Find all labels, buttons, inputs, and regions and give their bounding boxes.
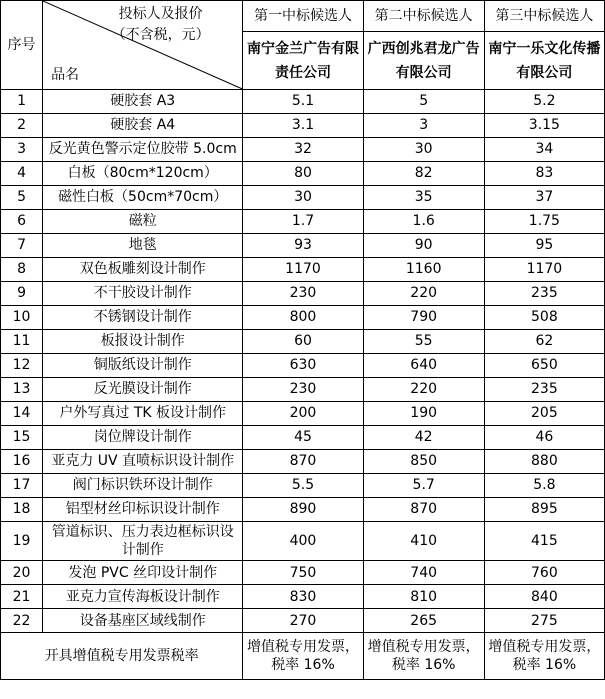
- serial-column-header: 序号: [1, 1, 43, 90]
- row-price: 42: [363, 426, 484, 450]
- table-row: [1, 234, 605, 258]
- row-price: 3: [363, 114, 484, 138]
- header-row-candidates: [1, 1, 605, 32]
- row-price: 410: [363, 522, 484, 561]
- table-row: [1, 426, 605, 450]
- row-price: 640: [363, 354, 484, 378]
- row-no: 6: [1, 210, 43, 234]
- row-price: 750: [243, 561, 363, 585]
- row-price: 230: [243, 378, 363, 402]
- row-price: 95: [484, 234, 604, 258]
- row-no: 8: [1, 258, 43, 282]
- row-no: 19: [1, 522, 43, 561]
- row-price: 5.2: [484, 90, 604, 114]
- row-no: 2: [1, 114, 43, 138]
- table-row: [1, 474, 605, 498]
- row-price: 3.15: [484, 114, 604, 138]
- row-price: 5.8: [484, 474, 604, 498]
- row-price: 90: [363, 234, 484, 258]
- table-row: [1, 330, 605, 354]
- row-no: 11: [1, 330, 43, 354]
- table-row: [1, 258, 605, 282]
- row-name: 反光膜设计制作: [43, 378, 243, 402]
- table-row: [1, 609, 605, 633]
- row-no: 1: [1, 90, 43, 114]
- row-price: 830: [243, 585, 363, 609]
- row-price: 83: [484, 162, 604, 186]
- row-price: 1.75: [484, 210, 604, 234]
- table-row: [1, 90, 605, 114]
- row-price: 46: [484, 426, 604, 450]
- table-row: [1, 210, 605, 234]
- table-row: [1, 498, 605, 522]
- row-price: 220: [363, 378, 484, 402]
- row-price: 5: [363, 90, 484, 114]
- row-name: 硬胶套 A3: [43, 90, 243, 114]
- row-name: 亚克力 UV 直喷标识设计制作: [43, 450, 243, 474]
- invoice-rate-value-3: 增值税专用发票，税率 16%: [484, 633, 604, 680]
- row-no: 7: [1, 234, 43, 258]
- row-price: 235: [484, 282, 604, 306]
- row-price: 34: [484, 138, 604, 162]
- product-name-label: 品名: [51, 66, 80, 83]
- row-name: 磁粒: [43, 210, 243, 234]
- row-price: 5.1: [243, 90, 363, 114]
- row-no: 17: [1, 474, 43, 498]
- row-price: 30: [363, 138, 484, 162]
- company-name-header-2: 广西创兆君龙广告有限公司: [363, 32, 484, 90]
- row-no: 13: [1, 378, 43, 402]
- company-name-header-1: 南宁金兰广告有限责任公司: [243, 32, 363, 90]
- row-no: 3: [1, 138, 43, 162]
- row-price: 890: [243, 498, 363, 522]
- row-name: 管道标识、压力表边框标识设计制作: [43, 522, 243, 561]
- bidders-price-label: [83, 4, 238, 46]
- table-row: [1, 354, 605, 378]
- row-no: 22: [1, 609, 43, 633]
- candidate-rank-header-2: 第二中标候选人: [363, 1, 484, 32]
- candidate-rank-header-3: 第三中标候选人: [484, 1, 604, 32]
- row-name: 板报设计制作: [43, 330, 243, 354]
- row-price: 1170: [243, 258, 363, 282]
- row-price: 30: [243, 186, 363, 210]
- row-price: 870: [363, 498, 484, 522]
- row-price: 45: [243, 426, 363, 450]
- row-price: 650: [484, 354, 604, 378]
- row-no: 15: [1, 426, 43, 450]
- row-price: 850: [363, 450, 484, 474]
- row-no: 18: [1, 498, 43, 522]
- table-row: [1, 450, 605, 474]
- table-row: [1, 402, 605, 426]
- row-price: 235: [484, 378, 604, 402]
- row-price: 60: [243, 330, 363, 354]
- row-price: 200: [243, 402, 363, 426]
- invoice-rate-value-1: 增值税专用发票，税率 16%: [243, 633, 363, 680]
- table-row: [1, 378, 605, 402]
- table-row: [1, 138, 605, 162]
- row-price: 1160: [363, 258, 484, 282]
- row-name: 双色板雕刻设计制作: [43, 258, 243, 282]
- row-no: 20: [1, 561, 43, 585]
- row-no: 21: [1, 585, 43, 609]
- table-row: [1, 186, 605, 210]
- row-name: 铜版纸设计制作: [43, 354, 243, 378]
- row-name: 硬胶套 A4: [43, 114, 243, 138]
- row-no: 9: [1, 282, 43, 306]
- row-price: 5.5: [243, 474, 363, 498]
- row-price: 760: [484, 561, 604, 585]
- row-price: 5.7: [363, 474, 484, 498]
- table-body: [1, 90, 605, 633]
- row-price: 880: [484, 450, 604, 474]
- row-name: 亚克力宣传海板设计制作: [43, 585, 243, 609]
- row-price: 740: [363, 561, 484, 585]
- row-price: 270: [243, 609, 363, 633]
- row-price: 800: [243, 306, 363, 330]
- row-price: 508: [484, 306, 604, 330]
- row-price: 1.7: [243, 210, 363, 234]
- row-price: 82: [363, 162, 484, 186]
- row-price: 630: [243, 354, 363, 378]
- row-price: 810: [363, 585, 484, 609]
- row-price: 1170: [484, 258, 604, 282]
- company-name-header-3: 南宁一乐文化传播有限公司: [484, 32, 604, 90]
- row-name: 户外写真过 TK 板设计制作: [43, 402, 243, 426]
- row-price: 35: [363, 186, 484, 210]
- row-price: 37: [484, 186, 604, 210]
- row-no: 10: [1, 306, 43, 330]
- row-no: 14: [1, 402, 43, 426]
- row-no: 5: [1, 186, 43, 210]
- diagonal-header-cell: [43, 1, 243, 90]
- invoice-rate-label: 开具增值税专用发票税率: [1, 633, 243, 680]
- row-name: 反光黄色警示定位胶带 5.0cm: [43, 138, 243, 162]
- row-price: 400: [243, 522, 363, 561]
- row-price: 80: [243, 162, 363, 186]
- row-name: 磁性白板（50cm*70cm）: [43, 186, 243, 210]
- row-price: 870: [243, 450, 363, 474]
- row-price: 790: [363, 306, 484, 330]
- invoice-rate-row: [1, 633, 605, 680]
- row-price: 1.6: [363, 210, 484, 234]
- row-name: 阀门标识铁环设计制作: [43, 474, 243, 498]
- row-price: 265: [363, 609, 484, 633]
- row-price: 190: [363, 402, 484, 426]
- row-price: 415: [484, 522, 604, 561]
- row-no: 16: [1, 450, 43, 474]
- row-name: 岗位牌设计制作: [43, 426, 243, 450]
- row-price: 3.1: [243, 114, 363, 138]
- table-row: [1, 162, 605, 186]
- row-price: 840: [484, 585, 604, 609]
- table-row: [1, 306, 605, 330]
- row-price: 230: [243, 282, 363, 306]
- row-price: 93: [243, 234, 363, 258]
- table-row: [1, 561, 605, 585]
- row-name: 铝型材丝印标识设计制作: [43, 498, 243, 522]
- invoice-rate-value-2: 增值税专用发票，税率 16%: [363, 633, 484, 680]
- bidders-price-label-line2: （不含税，元）: [111, 27, 210, 43]
- row-name: 白板（80cm*120cm）: [43, 162, 243, 186]
- table-row: [1, 282, 605, 306]
- row-price: 55: [363, 330, 484, 354]
- row-price: 275: [484, 609, 604, 633]
- table-row: [1, 585, 605, 609]
- row-price: 895: [484, 498, 604, 522]
- table-row: [1, 114, 605, 138]
- row-no: 12: [1, 354, 43, 378]
- row-name: 不锈钢设计制作: [43, 306, 243, 330]
- row-name: 地毯: [43, 234, 243, 258]
- row-price: 62: [484, 330, 604, 354]
- row-no: 4: [1, 162, 43, 186]
- row-name: 发泡 PVC 丝印设计制作: [43, 561, 243, 585]
- candidate-rank-header-1: 第一中标候选人: [243, 1, 363, 32]
- row-name: 不干胶设计制作: [43, 282, 243, 306]
- bidders-price-label-line1: 投标人及报价: [118, 6, 203, 22]
- row-price: 205: [484, 402, 604, 426]
- row-price: 32: [243, 138, 363, 162]
- table-row: [1, 522, 605, 561]
- row-price: 220: [363, 282, 484, 306]
- row-name: 设备基座区域线制作: [43, 609, 243, 633]
